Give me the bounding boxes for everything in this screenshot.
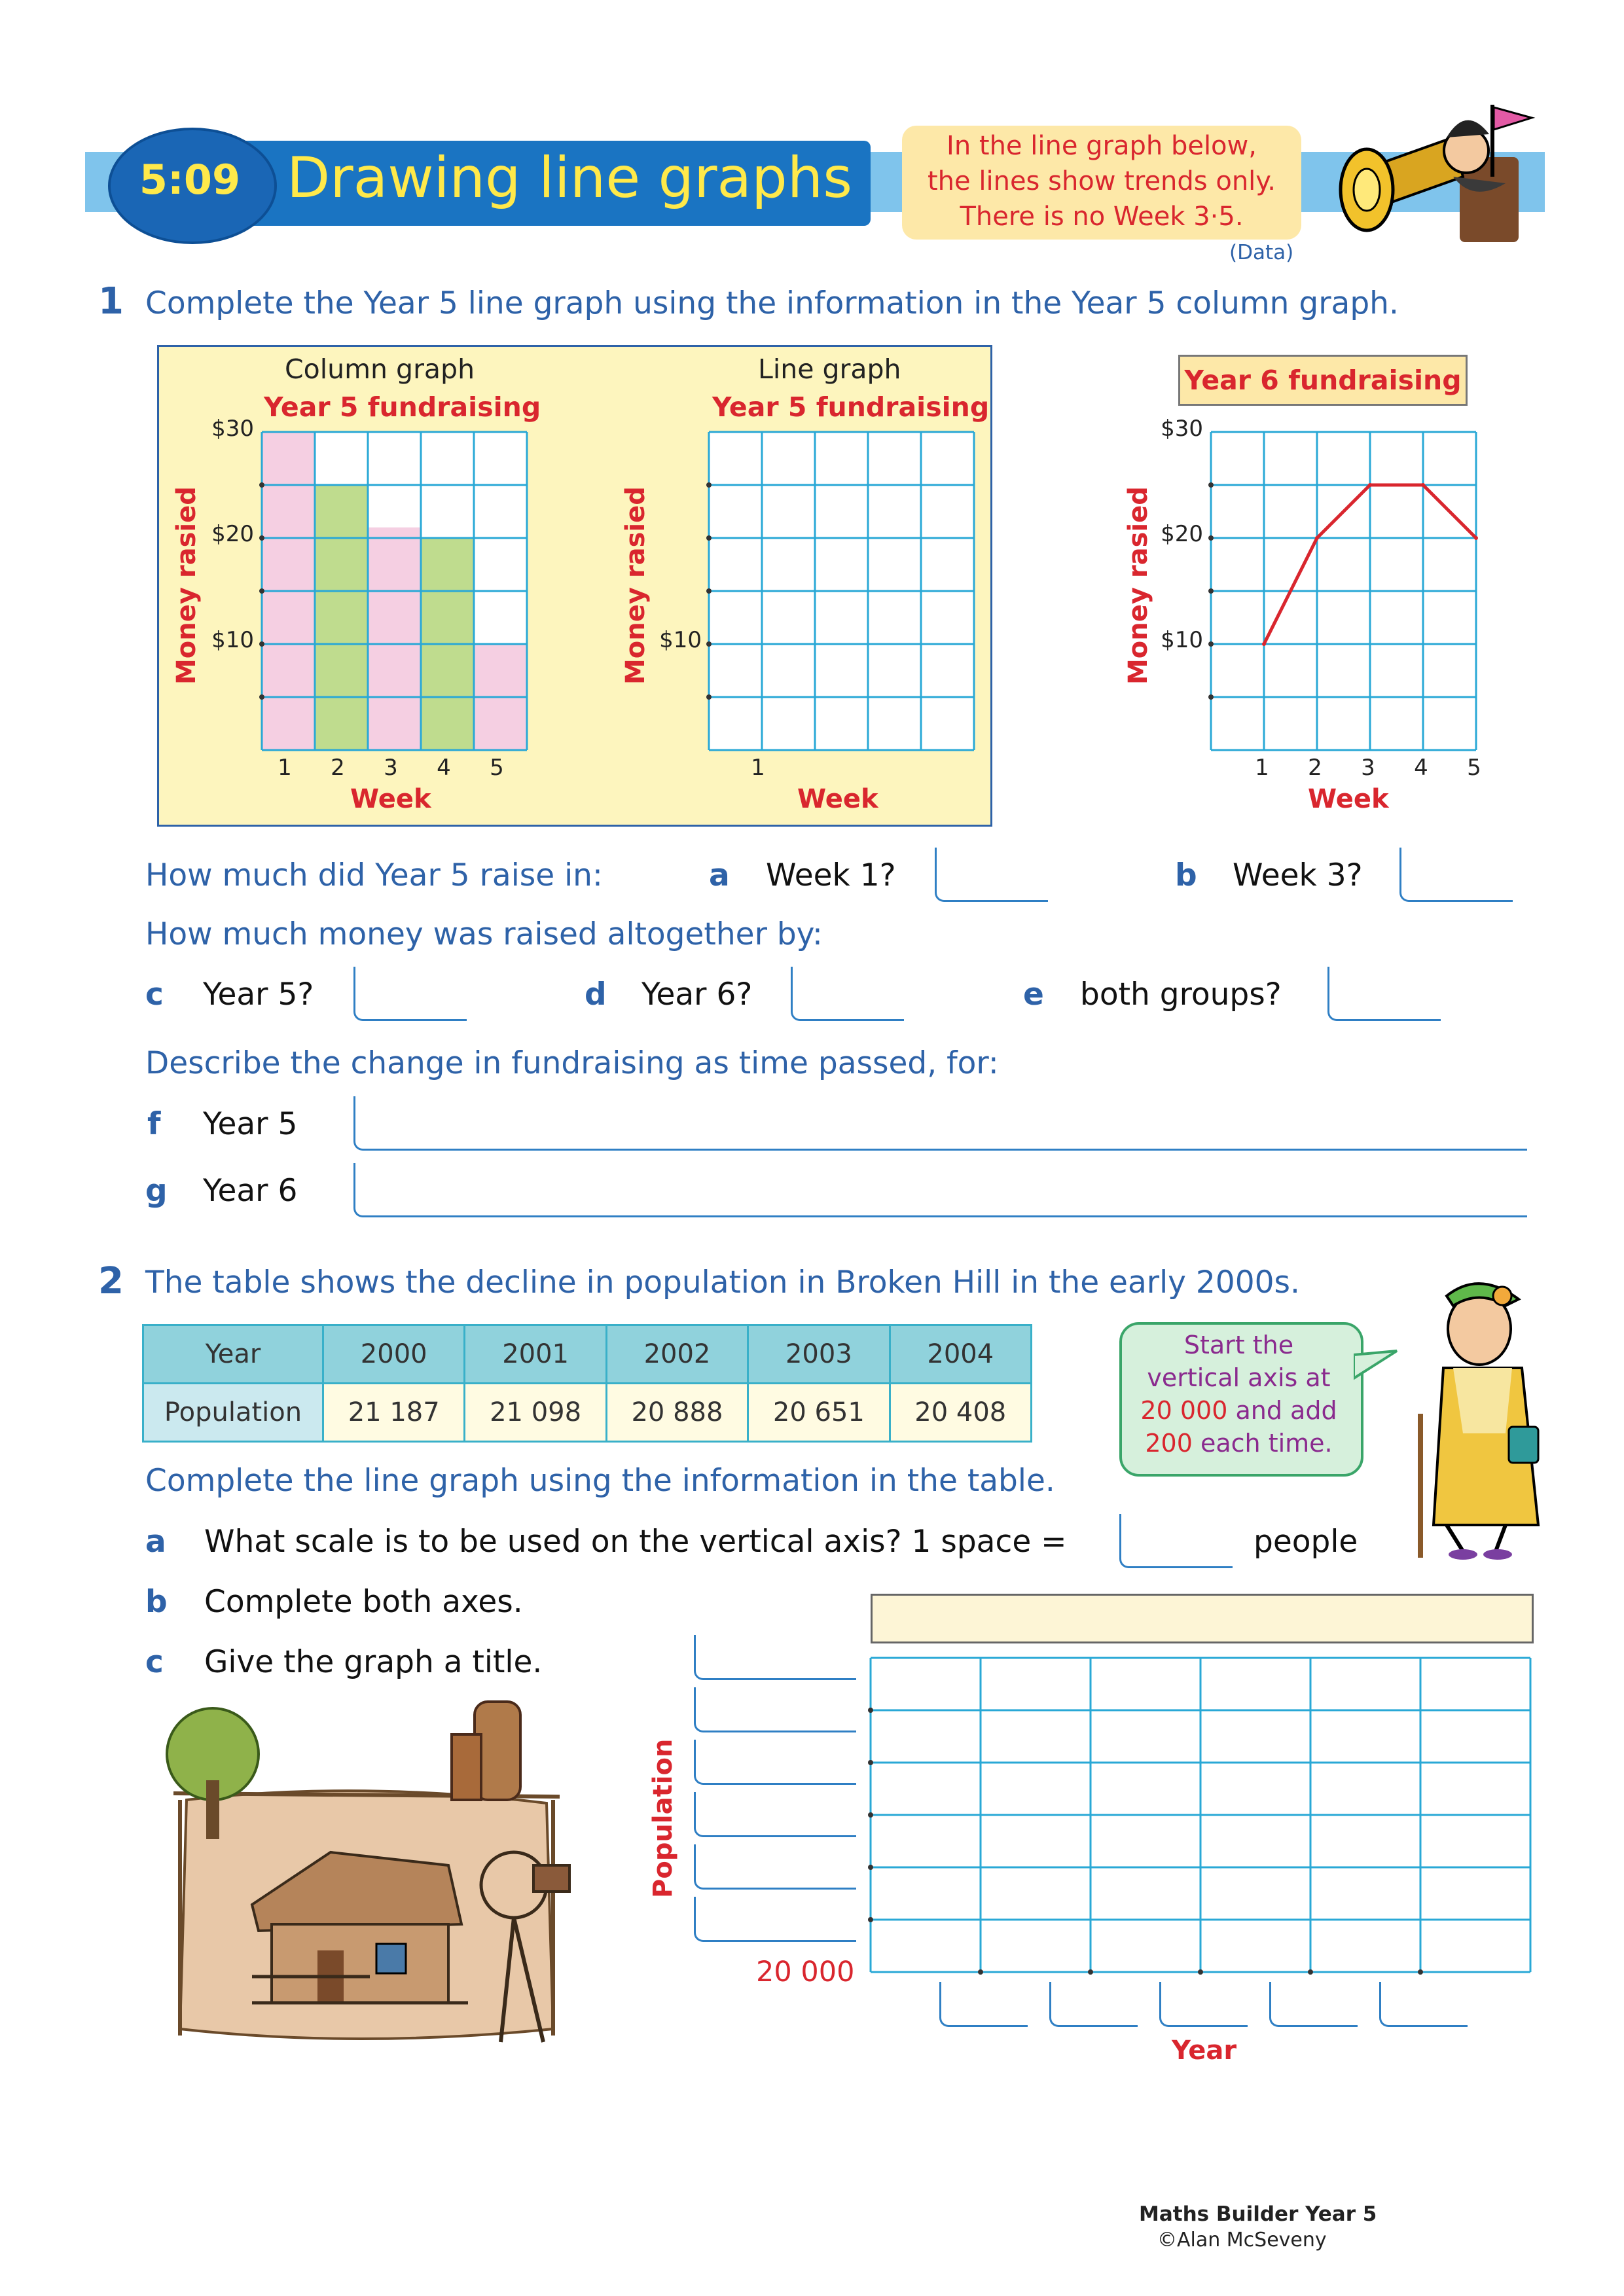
q1c-letter: c [145,977,164,1013]
q2-x-label-box-1[interactable] [939,1982,1028,2027]
q2-y-label-box-4[interactable] [694,1792,856,1837]
q2-y-start: 20 000 [756,1956,855,1988]
column-graph-y-tick-20: $20 [211,521,254,547]
table-cell: 2002 [606,1325,748,1384]
line-graph-x-tick-1: 1 [751,755,765,781]
header-note-line-3: There is no Week 3·5. [960,202,1244,232]
q1f-text: Year 5 [203,1106,298,1142]
raise-prompt: How much did Year 5 raise in: [145,857,603,893]
column-graph-y-label: Money rasied [171,486,202,685]
column-graph-x-tick-1: 1 [278,755,292,781]
x-tick-dot-3 [1198,1969,1203,1975]
hint-and-add: and add [1235,1396,1337,1425]
year6-point-week-5 [1474,536,1478,540]
x-tick-dot-4 [1308,1969,1313,1975]
line-graph-y-tick-10: $10 [659,627,702,653]
strand-label: (Data) [1229,241,1294,264]
table-cell: 2004 [890,1325,1031,1384]
year6-y-tick-30: $30 [1161,416,1203,442]
total-prompt: How much money was raised altogether by: [145,916,823,952]
bar-week-2 [315,485,368,750]
q2-y-label-box-5[interactable] [694,1844,856,1890]
table-cell: 21 187 [323,1384,465,1442]
x-tick-dot-1 [978,1969,983,1975]
column-graph-x-tick-4: 4 [437,755,451,781]
header-note-line-2: the lines show trends only. [928,166,1276,196]
q1e-text: both groups? [1080,977,1282,1013]
q1e-answer-box[interactable] [1327,967,1441,1021]
q2-y-label-box-1[interactable] [694,1635,856,1680]
q2a-letter: a [145,1524,166,1560]
year6-x-label: Week [1308,784,1389,814]
pirate-telescope-illustration [1322,98,1545,262]
q1d-text: Year 6? [641,977,753,1013]
year6-x-tick-5: 5 [1467,755,1481,781]
x-tick-dot-2 [1088,1969,1093,1975]
q1a-text: Week 1? [766,857,896,893]
lesson-number: 5:09 [139,156,241,204]
column-graph-x-label: Week [350,784,431,814]
column-graph-title: Year 5 fundraising [264,391,541,423]
q2-y-label-box-3[interactable] [694,1740,856,1785]
q2-y-label-box-6[interactable] [694,1897,856,1942]
bar-week-3 [368,528,421,750]
footer-copyright: ©Alan McSeveny [1157,2229,1327,2251]
q2b-text: Complete both axes. [204,1584,523,1620]
question-1-number: 1 [98,280,124,323]
year5-line-graph-grid [706,429,977,753]
table-cell: 21 098 [465,1384,606,1442]
line-graph-title: Year 5 fundraising [712,391,990,423]
table-header-year: Year [143,1325,323,1384]
q1f-letter: f [147,1106,161,1142]
question-1-instruction: Complete the Year 5 line graph using the information in the Year 5 column graph. [145,285,1399,321]
farmhouse-illustration [160,1689,573,2055]
q2-y-label: Population [648,1738,678,1898]
x-tick-dot-5 [1418,1969,1423,1975]
header-note-line-1: In the line graph below, [947,131,1257,161]
year6-line-graph [1208,429,1479,753]
q1g-text: Year 6 [203,1173,298,1209]
year6-point-week-2 [1315,536,1319,540]
q1c-answer-box[interactable] [353,967,467,1021]
table-cell: 2003 [748,1325,890,1384]
hint-line-1: Start the [1183,1331,1294,1359]
table-cell: 2001 [465,1325,606,1384]
q2-y-label-box-2[interactable] [694,1687,856,1732]
q2-graph-title-box[interactable] [871,1594,1534,1643]
q2a-unit: people [1254,1524,1358,1560]
line-graph-caption: Line graph [758,353,901,385]
q2-x-label-box-2[interactable] [1049,1982,1138,2027]
year6-point-week-3 [1368,483,1372,487]
q2b-letter: b [145,1584,168,1620]
column-graph-x-tick-2: 2 [331,755,345,781]
year6-x-tick-4: 4 [1414,755,1428,781]
year6-title-box: Year 6 fundraising [1178,355,1468,406]
q1b-answer-box[interactable] [1399,848,1513,902]
q1e-letter: e [1023,977,1044,1013]
table-row [143,1325,1032,1384]
q2-x-label: Year [1172,2036,1237,2066]
hint-line-4 [1119,1429,1358,1458]
q1c-text: Year 5? [203,977,314,1013]
table-cell: 20 651 [748,1384,890,1442]
table-row [143,1384,1032,1442]
q1a-letter: a [709,857,730,893]
q1b-letter: b [1175,857,1197,893]
year6-x-tick-1: 1 [1255,755,1269,781]
column-graph-x-tick-5: 5 [490,755,504,781]
q2-x-label-box-3[interactable] [1159,1982,1248,2027]
line-graph-x-label: Week [797,784,878,814]
complete-prompt: Complete the line graph using the information in the table. [145,1463,1055,1499]
population-table [142,1324,1032,1443]
table-header-population: Population [143,1384,323,1442]
q2-x-label-box-5[interactable] [1379,1982,1468,2027]
table-cell: 2000 [323,1325,465,1384]
q2c-letter: c [145,1644,164,1680]
year5-column-graph [259,429,530,753]
q2a-answer-box[interactable] [1119,1514,1233,1568]
hint-step-value: 200 [1145,1429,1193,1458]
q1g-letter: g [145,1173,168,1209]
year6-point-week-4 [1421,483,1425,487]
footer-book: Maths Builder Year 5 [1139,2202,1377,2226]
question-2-number: 2 [98,1260,124,1302]
year6-y-tick-20: $20 [1161,521,1203,547]
year6-y-tick-10: $10 [1161,627,1203,653]
column-graph-caption: Column graph [285,353,475,385]
hint-start-value: 20 000 [1140,1396,1228,1425]
column-graph-y-tick-30: $30 [211,416,254,442]
q2c-text: Give the graph a title. [204,1644,543,1680]
q1b-text: Week 3? [1233,857,1363,893]
column-graph-x-tick-3: 3 [384,755,398,781]
page-title: Drawing line graphs [287,145,853,211]
hint-line-3 [1119,1396,1358,1425]
line-graph-y-label: Money rasied [621,486,651,685]
q1a-answer-box[interactable] [935,848,1048,902]
q1g-answer-line[interactable] [353,1163,1527,1217]
old-lady-illustration [1381,1270,1558,1564]
year6-x-tick-3: 3 [1361,755,1375,781]
q1d-letter: d [585,977,607,1013]
q1d-answer-box[interactable] [791,967,904,1021]
describe-prompt: Describe the change in fundraising as time passed, for: [145,1045,999,1081]
year6-x-tick-2: 2 [1308,755,1322,781]
q2-x-label-box-4[interactable] [1269,1982,1358,2027]
year6-point-week-1 [1262,642,1266,646]
year6-y-label: Money rasied [1123,486,1153,685]
column-graph-y-tick-10: $10 [211,627,254,653]
table-cell: 20 888 [606,1384,748,1442]
hint-each-time: each time. [1200,1429,1333,1458]
hint-line-2: vertical axis at [1147,1363,1331,1392]
population-line-graph-grid [867,1655,1536,1982]
q1f-answer-line[interactable] [353,1096,1527,1151]
table-cell: 20 408 [890,1384,1031,1442]
question-2-instruction: The table shows the decline in population in Broken Hill in the early 2000s. [145,1265,1300,1300]
q2a-text: What scale is to be used on the vertical axis? 1 space = [204,1524,1067,1560]
